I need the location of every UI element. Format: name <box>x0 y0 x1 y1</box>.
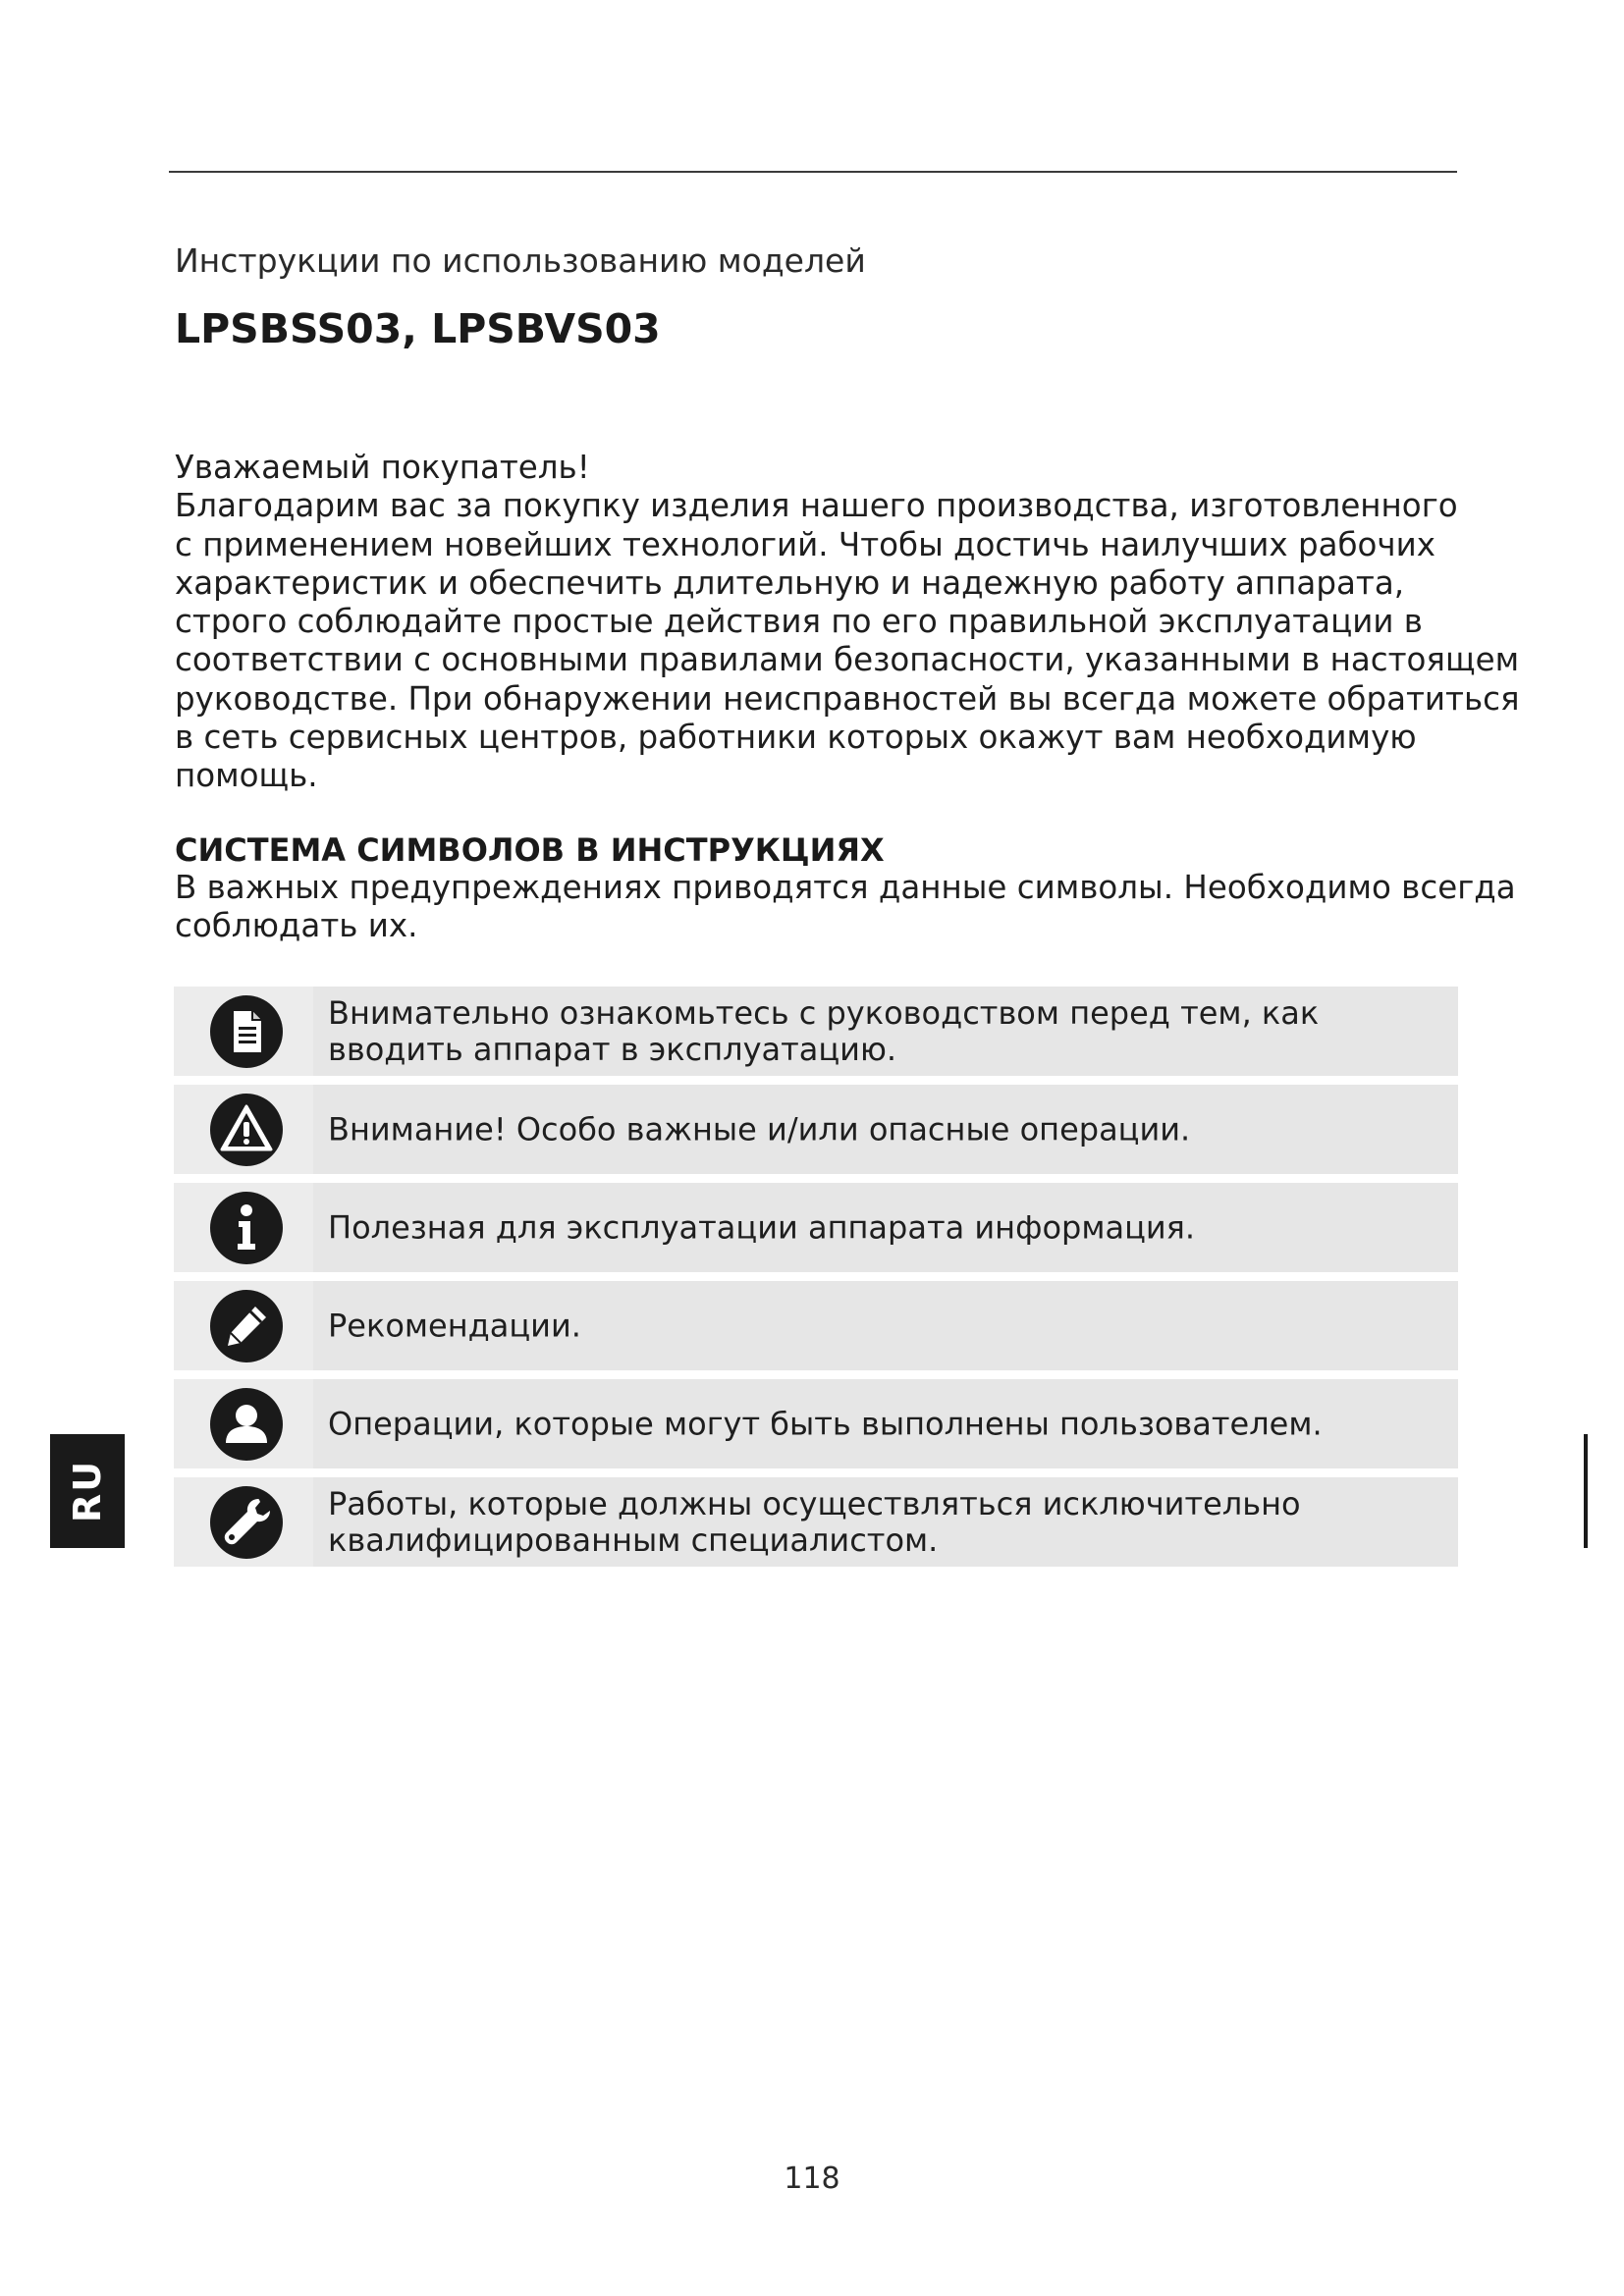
symbol-row-recommendations <box>174 1281 1458 1370</box>
symbol-description-line: Полезная для эксплуатации аппарата информация. <box>328 1208 1196 1246</box>
symbol-description <box>328 1209 1438 1246</box>
warning-icon <box>209 1093 284 1167</box>
page-number: 118 <box>784 2162 840 2196</box>
language-tab <box>50 1434 125 1548</box>
document-title: LPSBSS03, LPSBVS03 <box>175 305 661 352</box>
intro-line: с применением новейших технологий. Чтобы достичь наилучших рабочих <box>175 525 1435 563</box>
symbols-section-intro <box>175 869 1516 946</box>
intro-line: строго соблюдайте простые действия по его правильной эксплуатации в <box>175 603 1423 641</box>
symbol-row-warning <box>174 1085 1458 1174</box>
wrench-icon <box>209 1485 284 1560</box>
symbol-description-line: Внимательно ознакомьтесь с руководством перед тем, как <box>328 993 1320 1032</box>
symbol-icon-cell <box>174 1477 313 1567</box>
pencil-icon <box>209 1289 284 1363</box>
symbol-row-info <box>174 1183 1458 1272</box>
symbols-intro-line: В важных предупреждениях приводятся данные символы. Необходимо всегда <box>175 869 1516 906</box>
info-icon <box>209 1191 284 1265</box>
intro-line: характеристик и обеспечить длительную и надежную работу аппарата, <box>175 563 1405 602</box>
page-edge-marker <box>1584 1434 1588 1548</box>
symbol-description <box>328 1486 1438 1559</box>
symbol-icon-cell <box>174 1085 313 1174</box>
intro-line: Благодарим вас за покупку изделия нашего производства, изготовленного <box>175 487 1458 525</box>
symbol-description-line: Внимание! Особо важные и/или опасные операции. <box>328 1110 1191 1148</box>
symbols-intro-line: соблюдать их. <box>175 907 418 945</box>
symbol-description <box>328 1406 1438 1442</box>
symbol-description-line: квалифицированным специалистом. <box>328 1521 939 1559</box>
symbol-description <box>328 995 1438 1068</box>
symbol-description <box>328 1111 1438 1148</box>
symbols-section-heading: СИСТЕМА СИМВОЛОВ В ИНСТРУКЦИЯХ <box>175 831 885 869</box>
symbols-table <box>174 987 1458 1575</box>
intro-line: руководстве. При обнаружении неисправностей вы всегда можете обратиться <box>175 679 1520 718</box>
intro-line: помощь. <box>175 757 318 795</box>
symbol-icon-cell <box>174 1379 313 1468</box>
symbol-icon-cell <box>174 987 313 1076</box>
symbol-description-line: Работы, которые должны осуществляться исключительно <box>328 1484 1301 1522</box>
user-icon <box>209 1387 284 1462</box>
intro-line: Уважаемый покупатель! <box>175 449 590 486</box>
symbol-description-line: Операции, которые могут быть выполнены пользователем. <box>328 1405 1323 1442</box>
document-subtitle: Инструкции по использованию моделей <box>175 241 866 280</box>
symbol-row-qualified-service <box>174 1477 1458 1567</box>
intro-line: соответствии с основными правилами безопасности, указанными в настоящем <box>175 641 1520 679</box>
intro-paragraph <box>175 449 1520 796</box>
header-rule <box>169 171 1457 173</box>
symbol-description-line: Рекомендации. <box>328 1307 581 1344</box>
document-icon <box>209 994 284 1069</box>
symbol-icon-cell <box>174 1183 313 1272</box>
symbol-description <box>328 1308 1438 1344</box>
symbol-row-user-operations <box>174 1379 1458 1468</box>
symbol-icon-cell <box>174 1281 313 1370</box>
symbol-description-line: вводить аппарат в эксплуатацию. <box>328 1030 897 1068</box>
language-tab-label: RU <box>66 1459 109 1523</box>
intro-line: в сеть сервисных центров, работники которых окажут вам необходимую <box>175 719 1417 757</box>
symbol-row-read-manual <box>174 987 1458 1076</box>
